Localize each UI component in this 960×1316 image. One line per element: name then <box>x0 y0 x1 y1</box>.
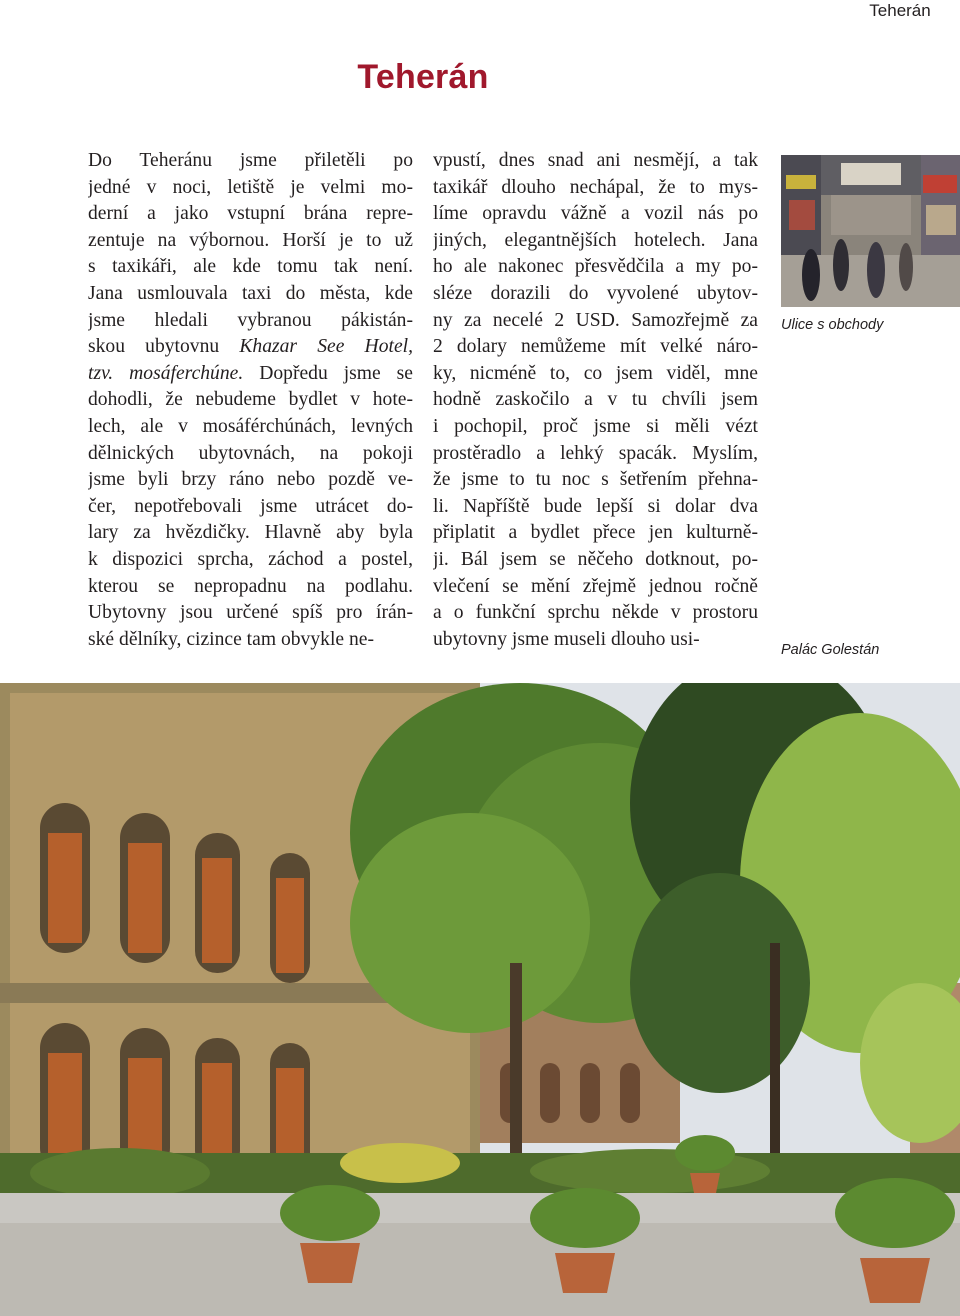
text-line: a o funkční sprchu někde v prostoru <box>433 602 758 624</box>
text-fragment: Dopředu jsme se <box>243 362 413 384</box>
text-line: s taxikáři, ale kde tomu tak není. <box>88 256 413 278</box>
text-line: ji. Bál jsem se něčeho dotknout, po- <box>433 548 758 570</box>
text-line: zentuje na výbornou. Horší je to už <box>88 229 413 251</box>
street-shops-photo <box>781 155 960 307</box>
text-line: sléze dorazili do vyvolené ubytov- <box>433 282 758 304</box>
text-line: 2 dolary nemůžeme mít velké náro- <box>433 336 758 358</box>
text-line: prostěradlo a lehký spacák. Myslím, <box>433 442 758 464</box>
text-line: i pochopil, proč jsme si měli vézt <box>433 415 758 437</box>
text-line: ny za necelé 2 USD. Samozřejmě za <box>433 309 758 331</box>
text-line <box>88 361 413 388</box>
text-line: lech, ale v mosáférchúnách, levných <box>88 415 413 437</box>
text-line: ho ale nakonec přesvědčila a my po- <box>433 256 758 278</box>
text-line: připlatit a bydlet přece jen kulturně- <box>433 522 758 544</box>
text-line: vlečení se mění zřejmě jednou ročně <box>433 575 758 597</box>
text-line: Ubytovny jsou určené spíš pro írán- <box>88 602 413 624</box>
article-column-1 <box>88 148 413 653</box>
text-line: hodně zaskočilo a v tu chvíli jsem <box>433 389 758 411</box>
page-title: Teherán <box>357 58 489 96</box>
text-line: ské dělníky, cizince tam obvykle ne- <box>88 628 375 650</box>
text-line: vpustí, dnes snad ani nesmějí, a tak <box>433 150 758 171</box>
text-fragment: Khazar See Hotel, <box>239 336 413 358</box>
text-line: ky, nicméně to, co jsem viděl, mne <box>433 362 758 384</box>
text-line: li. Napříště bude lepší si dolar dva <box>433 495 758 517</box>
text-line: dělnických ubytovnách, na pokoji <box>88 442 413 464</box>
caption-street-shops: Ulice s obchody <box>781 317 884 333</box>
golestan-palace-photo <box>0 683 960 1316</box>
text-line: čer, nepotřebovali jsme utrácet do- <box>88 495 413 517</box>
text-line <box>88 334 413 361</box>
text-line: že jsme to tu noc s šetřením přehna- <box>433 469 758 491</box>
text-line: líme opravdu vážně a vozil nás po <box>433 203 758 225</box>
text-fragment: tzv. mosáferchúne. <box>88 362 244 384</box>
text-line: taxikář dlouho nechápal, že to mys- <box>433 176 758 198</box>
text-line: k dispozici sprcha, záchod a postel, <box>88 548 413 570</box>
text-line: lary za hvězdičky. Hlavně aby byla <box>88 522 413 544</box>
text-line: dohodli, že nebudeme bydlet v hote- <box>88 389 413 411</box>
text-line: jiných, elegantnějších hotelech. Jana <box>433 229 758 251</box>
text-line: ubytovny jsme museli dlouho usi- <box>433 628 700 650</box>
text-line: jsme hledali vybranou pákistán- <box>88 309 413 331</box>
text-fragment: skou ubytovnu <box>88 336 240 358</box>
text-line: jedné v noci, letiště je velmi mo- <box>88 176 413 198</box>
article-column-2 <box>433 148 758 653</box>
text-line: Do Teheránu jsme přiletěli po <box>88 150 413 171</box>
caption-golestan-palace: Palác Golestán <box>781 642 880 658</box>
running-head: Teherán <box>840 0 960 26</box>
text-line: kterou se nepropadnu na podlahu. <box>88 575 413 597</box>
text-line: derní a jako vstupní brána repre- <box>88 203 413 225</box>
text-line: jsme byli brzy ráno nebo pozdě ve- <box>88 469 413 491</box>
text-line: Jana usmlouvala taxi do města, kde <box>88 282 413 304</box>
